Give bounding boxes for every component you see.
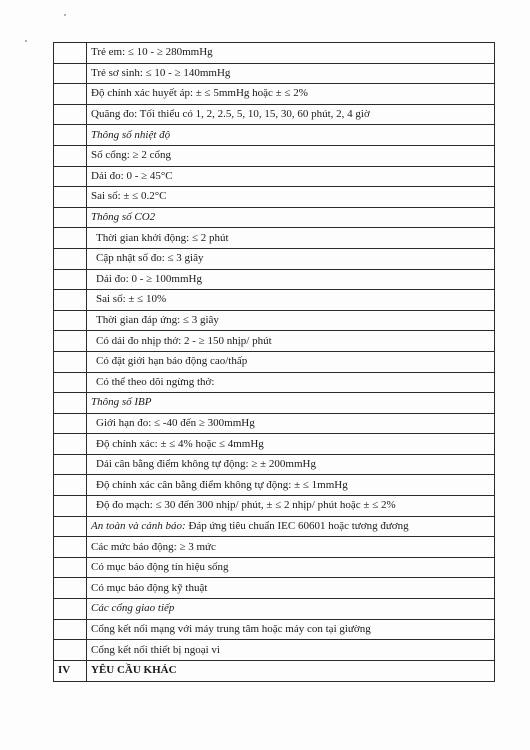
row-number-cell xyxy=(54,516,87,537)
row-number-cell xyxy=(54,578,87,599)
table-row xyxy=(54,248,495,269)
scan-speck xyxy=(25,40,27,42)
spec-text-cell: Có dải đo nhịp thở: 2 - ≥ 150 nhịp/ phút xyxy=(87,331,495,352)
table-row xyxy=(54,187,495,208)
specification-table-body xyxy=(54,43,495,682)
table-row xyxy=(54,578,495,599)
row-number-cell xyxy=(54,434,87,455)
row-number-cell xyxy=(54,43,87,64)
row-number-cell xyxy=(54,228,87,249)
table-row xyxy=(54,619,495,640)
row-number-cell xyxy=(54,454,87,475)
row-number-cell xyxy=(54,63,87,84)
row-number-cell xyxy=(54,537,87,558)
spec-text-cell: Dải đo: 0 - ≥ 100mmHg xyxy=(87,269,495,290)
row-number-cell xyxy=(54,290,87,311)
table-row xyxy=(54,413,495,434)
table-row xyxy=(54,269,495,290)
row-number-cell xyxy=(54,269,87,290)
row-number-cell: IV xyxy=(54,660,87,681)
table-row xyxy=(54,310,495,331)
spec-text-cell: Có thể theo dõi ngừng thở: xyxy=(87,372,495,393)
row-number-cell xyxy=(54,640,87,661)
spec-text-cell: Trẻ em: ≤ 10 - ≥ 280mmHg xyxy=(87,43,495,64)
row-number-cell xyxy=(54,125,87,146)
table-row xyxy=(54,166,495,187)
spec-text-cell: Cập nhật số đo: ≤ 3 giây xyxy=(87,248,495,269)
section-row xyxy=(54,660,495,681)
spec-text-cell: Số cổng: ≥ 2 cổng xyxy=(87,145,495,166)
table-row xyxy=(54,537,495,558)
spec-text-cell: Cổng kết nối mạng với máy trung tâm hoặc máy con tại giường xyxy=(87,619,495,640)
spec-value: Đáp ứng tiêu chuẩn IEC 60601 hoặc tương đương xyxy=(185,519,409,532)
row-number-cell xyxy=(54,496,87,517)
row-number-cell xyxy=(54,310,87,331)
spec-text-cell: Độ đo mạch: ≤ 30 đến 300 nhịp/ phút, ± ≤ 2 nhịp/ phút hoặc ± ≤ 2% xyxy=(87,496,495,517)
row-number-cell xyxy=(54,248,87,269)
spec-text-cell: Độ chính xác cân bằng điểm không tự động: ± ≤ 1mmHg xyxy=(87,475,495,496)
specification-table xyxy=(53,42,495,682)
row-number-cell xyxy=(54,207,87,228)
row-number-cell xyxy=(54,187,87,208)
row-number-cell xyxy=(54,413,87,434)
subsection-heading-cell: Thông số CO2 xyxy=(87,207,495,228)
spec-text-cell: Quãng đo: Tối thiểu có 1, 2, 2.5, 5, 10, 15, 30, 60 phút, 2, 4 giờ xyxy=(87,104,495,125)
table-row xyxy=(54,228,495,249)
table-row xyxy=(54,599,495,620)
table-row xyxy=(54,145,495,166)
table-row xyxy=(54,372,495,393)
spec-text-cell: Cổng kết nối thiết bị ngoại vi xyxy=(87,640,495,661)
row-number-cell xyxy=(54,351,87,372)
table-row xyxy=(54,640,495,661)
spec-text-cell: Các mức báo động: ≥ 3 mức xyxy=(87,537,495,558)
table-row xyxy=(54,104,495,125)
spec-text-cell: Có mục báo động tín hiệu sống xyxy=(87,557,495,578)
spec-text-cell: Thời gian đáp ứng: ≤ 3 giây xyxy=(87,310,495,331)
subsection-heading-cell: Thông số nhiệt độ xyxy=(87,125,495,146)
table-row xyxy=(54,207,495,228)
table-row xyxy=(54,454,495,475)
scan-speck xyxy=(64,14,66,16)
table-row xyxy=(54,125,495,146)
row-number-cell xyxy=(54,84,87,105)
spec-text-cell: Có mục báo động kỹ thuật xyxy=(87,578,495,599)
spec-text-cell: Dải cân bằng điểm không tự động: ≥ ± 200mmHg xyxy=(87,454,495,475)
spec-text-cell: Sai số: ± ≤ 0.2°C xyxy=(87,187,495,208)
spec-text-cell: Có đặt giới hạn báo động cao/thấp xyxy=(87,351,495,372)
spec-text-cell: Trẻ sơ sinh: ≤ 10 - ≥ 140mmHg xyxy=(87,63,495,84)
row-number-cell xyxy=(54,104,87,125)
table-row xyxy=(54,434,495,455)
table-row xyxy=(54,516,495,537)
table-row xyxy=(54,84,495,105)
row-number-cell xyxy=(54,475,87,496)
spec-text-cell: Giới hạn đo: ≤ -40 đến ≥ 300mmHg xyxy=(87,413,495,434)
table-row xyxy=(54,496,495,517)
spec-text-cell: YÊU CẦU KHÁC xyxy=(87,660,495,681)
spec-text-cell: Độ chính xác: ± ≤ 4% hoặc ≤ 4mmHg xyxy=(87,434,495,455)
spec-label: An toàn và cảnh báo: xyxy=(91,519,186,532)
row-number-cell xyxy=(54,331,87,352)
table-row xyxy=(54,475,495,496)
row-number-cell xyxy=(54,393,87,414)
row-number-cell xyxy=(54,599,87,620)
subsection-heading-cell: Các cổng giao tiếp xyxy=(87,599,495,620)
table-row xyxy=(54,393,495,414)
spec-text-cell: Thời gian khởi động: ≤ 2 phút xyxy=(87,228,495,249)
spec-text-cell xyxy=(87,516,495,537)
table-row xyxy=(54,351,495,372)
table-row xyxy=(54,43,495,64)
subsection-heading-cell: Thông số IBP xyxy=(87,393,495,414)
row-number-cell xyxy=(54,372,87,393)
table-row xyxy=(54,557,495,578)
spec-text-cell: Sai số: ± ≤ 10% xyxy=(87,290,495,311)
spec-text-cell: Độ chính xác huyết áp: ± ≤ 5mmHg hoặc ± ≤ 2% xyxy=(87,84,495,105)
table-row xyxy=(54,331,495,352)
table-row xyxy=(54,63,495,84)
row-number-cell xyxy=(54,619,87,640)
row-number-cell xyxy=(54,145,87,166)
spec-text-cell: Dải đo: 0 - ≥ 45°C xyxy=(87,166,495,187)
row-number-cell xyxy=(54,557,87,578)
row-number-cell xyxy=(54,166,87,187)
table-row xyxy=(54,290,495,311)
